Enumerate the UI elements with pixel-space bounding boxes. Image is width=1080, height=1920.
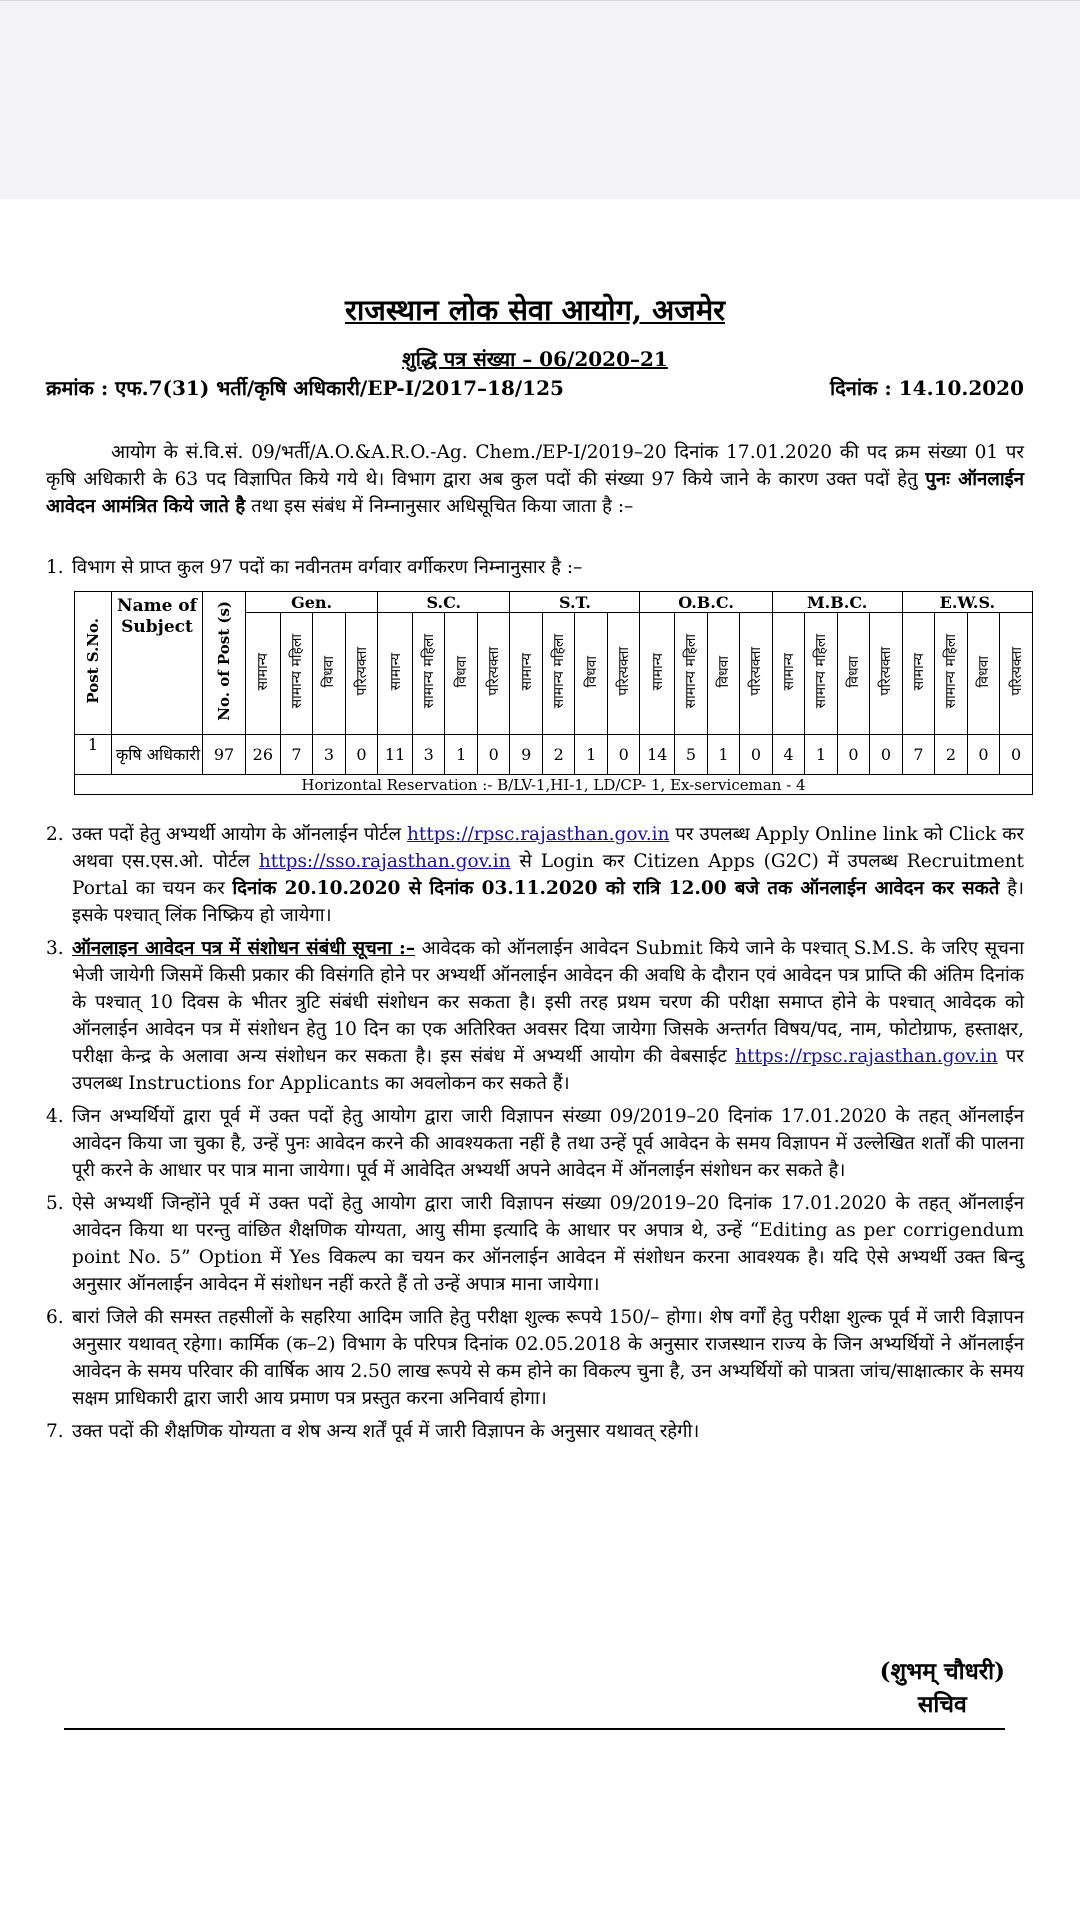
group-ews: E.W.S.	[902, 592, 1032, 613]
cell-posts: 97	[203, 735, 246, 775]
point-number: 6.	[46, 1307, 64, 1328]
reference-line	[46, 374, 1024, 401]
point-2	[46, 821, 1024, 929]
sub-header: परित्यक्ता	[607, 613, 640, 735]
cell-value: 2	[935, 735, 968, 775]
page-title: राजस्थान लोक सेवा आयोग, अजमेर	[344, 293, 726, 327]
document-page	[46, 290, 1024, 1445]
point-number: 4.	[46, 1106, 64, 1127]
sub-header: सामान्य	[640, 613, 675, 735]
sub-header: सामान्य महिला	[280, 613, 313, 735]
group-st: S.T.	[510, 592, 640, 613]
sso-portal-link[interactable]: https://sso.rajasthan.gov.in	[258, 851, 511, 872]
cell-value: 7	[902, 735, 935, 775]
cell-value: 7	[280, 735, 313, 775]
sub-header: सामान्य महिला	[542, 613, 575, 735]
point-number: 5.	[46, 1193, 64, 1214]
cell-value: 0	[740, 735, 773, 775]
point-number: 1.	[46, 557, 64, 578]
sub-header: विधवा	[707, 613, 740, 735]
sub-header: परित्यक्ता	[870, 613, 903, 735]
sub-header: विधवा	[837, 613, 870, 735]
sub-header: विधवा	[313, 613, 346, 735]
sub-header: सामान्य महिला	[805, 613, 838, 735]
sub-header: परित्यक्ता	[740, 613, 773, 735]
point-text: बारां जिले की समस्त तहसीलों के सहरिया आदिम जाति हेतु परीक्षा शुल्क रूपये 150/– होगा। शेष वर्गों हेतु परीक्षा शुल्क पूर्व में जारी विज्ञापन अनुसार यथावत् रहेगा। कार्मिक (क–2) विभाग के परिपत्र दिनांक 02.05.2018 के अनुसार राजस्थान राज्य के जिन अभ्यर्थियों ने ऑनलाईन आवेदन के समय परिवार की वार्षिक आय 2.50 लाख रूपये से कम होने का विकल्प चुना है, उन अभ्यर्थियों को पात्रता जांच/साक्षात्कार के समय सक्षम प्राधिकारी द्वारा जारी आय प्रमाण पत्र प्रस्तुत करना अनिवार्य होगा।	[72, 1307, 1024, 1409]
sub-header: सामान्य	[902, 613, 935, 735]
header-post-count: No. of Post (s)	[203, 592, 246, 735]
sub-header: विधवा	[575, 613, 608, 735]
signature-block	[880, 1655, 1005, 1721]
cell-value: 1	[445, 735, 478, 775]
point-number: 3.	[46, 938, 64, 959]
signatory-designation: सचिव	[917, 1691, 967, 1718]
point-7	[46, 1418, 1024, 1445]
sub-header: सामान्य महिला	[675, 613, 708, 735]
cell-value: 0	[607, 735, 640, 775]
cell-subject: कृषि अधिकारी	[112, 735, 203, 775]
cell-value: 0	[345, 735, 378, 775]
cell-value: 5	[675, 735, 708, 775]
cell-value: 0	[870, 735, 903, 775]
viewer-top-bar	[0, 0, 1080, 199]
point-6	[46, 1304, 1024, 1412]
cell-value: 3	[412, 735, 445, 775]
sub-header: सामान्य महिला	[412, 613, 445, 735]
cell-value: 0	[837, 735, 870, 775]
point-text: जिन अभ्यर्थियों द्वारा पूर्व में उक्त पदों हेतु आयोग द्वारा जारी विज्ञापन संख्या 09/2019–20 दिनांक 17.01.2020 के तहत् ऑनलाईन आवेदन किया जा चुका है, उन्हें पुनः आवेदन करने की आवश्यकता नहीं है तथा उन्हें पूर्व आवेदन के समय विज्ञापन में उल्लेखित शर्तों की पालना पूरी करने के आधार पर पात्र माना जायेगा। पूर्व में आवेदित अभ्यर्थी अपने आवेदन में ऑनलाईन संशोधन कर सकते है।	[72, 1106, 1024, 1181]
cell-value: 26	[246, 735, 281, 775]
bottom-rule	[64, 1728, 1005, 1730]
sub-header: परित्यक्ता	[345, 613, 378, 735]
cell-value: 0	[477, 735, 510, 775]
cell-sno: 1	[75, 735, 112, 775]
sub-header: विधवा	[967, 613, 1000, 735]
sub-header: सामान्य	[246, 613, 281, 735]
sub-header: परित्यक्ता	[1000, 613, 1033, 735]
reference-number: क्रमांक : एफ.7(31) भर्ती/कृषि अधिकारी/EP-I/2017–18/125	[46, 376, 564, 400]
group-mbc: M.B.C.	[772, 592, 902, 613]
group-gen: Gen.	[246, 592, 378, 613]
point-1	[46, 554, 1024, 581]
cell-value: 4	[772, 735, 805, 775]
cell-value: 9	[510, 735, 543, 775]
corrigendum-number: शुद्धि पत्र संख्या – 06/2020–21	[402, 347, 668, 371]
intro-bold-text: पुनः ऑनलाईन आवेदन आमंत्रित किये जाते है	[46, 469, 1024, 517]
sub-header: सामान्य	[378, 613, 413, 735]
table-row	[75, 735, 1033, 775]
point-number: 2.	[46, 824, 64, 845]
group-sc: S.C.	[378, 592, 510, 613]
cell-value: 3	[313, 735, 346, 775]
header-subject: Name of Subject	[112, 592, 203, 735]
header-post-sno: Post S.No.	[75, 592, 112, 735]
point-text: उक्त पदों की शैक्षणिक योग्यता व शेष अन्य शर्तें पूर्व में जारी विज्ञापन के अनुसार यथावत् रहेगी।	[72, 1421, 700, 1442]
sub-header: विधवा	[445, 613, 478, 735]
cell-value: 1	[707, 735, 740, 775]
sub-header: सामान्य	[510, 613, 543, 735]
cell-value: 1	[805, 735, 838, 775]
sub-header: सामान्य महिला	[935, 613, 968, 735]
intro-text-end: तथा इस संबंध में निम्नानुसार अधिसूचित किया जाता है :–	[245, 496, 634, 517]
rpsc-website-link[interactable]: https://rpsc.rajasthan.gov.in	[735, 1046, 998, 1067]
issue-date: दिनांक : 14.10.2020	[829, 376, 1024, 400]
sub-header: परित्यक्ता	[477, 613, 510, 735]
point-text: विभाग से प्राप्त कुल 97 पदों का नवीनतम वर्गवार वर्गीकरण निम्नानुसार है :–	[72, 557, 583, 578]
amendment-heading: ऑनलाइन आवेदन पत्र में संशोधन संबंधी सूचना :–	[72, 938, 416, 959]
intro-text: आयोग के सं.वि.सं. 09/भर्ती/A.O.&A.R.O.-Ag. Chem./EP-I/2019–20 दिनांक 17.01.2020 की पद क्रम संख्या 01 पर कृषि अधिकारी के 63 पद विज्ञापित किये गये थे। विभाग द्वारा अब कुल पदों की संख्या 97 किये जाने के कारण उक्त पदों हेतु	[46, 442, 1024, 490]
cell-value: 0	[1000, 735, 1033, 775]
point-text: ऐसे अभ्यर्थी जिन्होंने पूर्व में उक्त पदों हेतु आयोग द्वारा जारी विज्ञापन संख्या 09/2019–20 दिनांक 17.01.2020 के तहत् ऑनलाईन आवेदन किया था परन्तु वांछित शैक्षणिक योग्यता, आयु सीमा इत्यादि के आधार पर अपात्र थे, उन्हें “Editing as per corrigendum point No. 5” Option में Yes विकल्प का चयन कर ऑनलाईन आवेदन में संशोधन करना आवश्यक है। यदि ऐसे अभ्यर्थी उक्त बिन्दु अनुसार ऑनलाईन आवेदन में संशोधन नहीं करते हैं तो उन्हें अपात्र माना जायेगा।	[72, 1193, 1024, 1295]
point-text: ऑनलाइन आवेदन पत्र में संशोधन संबंधी सूचना :– आवेदक को ऑनलाईन आवेदन Submit किये जाने के पश्चात् S.M.S. के जरिए सूचना भेजी जायेगी जिसमें किसी प्रकार की विसंगति होने पर अभ्यर्थी ऑनलाईन आवेदन की अवधि के दौरान एवं आवेदन पत्र प्राप्ति की अंतिम दिनांक के पश्चात् 10 दिवस के भीतर त्रुटि संबंधी संशोधन कर सकता है। इसी तरह प्रथम चरण की परीक्षा समाप्त होने के पश्चात् आवेदक को ऑनलाईन आवेदन पत्र में संशोधन हेतु 10 दिन का एक अतिरिक्त अवसर दिया जायेगा जिसके अन्तर्गत विषय/पद, नाम, फोटोग्राफ, हस्ताक्षर, परीक्षा केन्द्र के अलावा अन्य संशोधन कर सकता है। इस संबंध में अभ्यर्थी आयोग की वेबसाईट https://rpsc.rajasthan.gov.in पर उपलब्ध Instructions for Applicants का अवलोकन कर सकते हैं।	[72, 938, 1024, 1094]
signatory-name: (शुभम् चौधरी)	[879, 1658, 1005, 1685]
cell-value: 0	[967, 735, 1000, 775]
sub-header: सामान्य	[772, 613, 805, 735]
point-text: उक्त पदों हेतु अभ्यर्थी आयोग के ऑनलाईन पोर्टल https://rpsc.rajasthan.gov.in पर उपलब्ध Apply Online link को Click कर अथवा एस.एस.ओ. पोर्टल https://sso.rajasthan.gov.in से Login कर Citizen Apps (G2C) में उपलब्ध Recruitment Portal का चयन कर दिनांक 20.10.2020 से दिनांक 03.11.2020 को रात्रि 12.00 बजे तक ऑनलाईन आवेदन कर सकते है। इसके पश्चात् लिंक निष्क्रिय हो जायेगा।	[72, 824, 1024, 926]
rpsc-portal-link[interactable]: https://rpsc.rajasthan.gov.in	[406, 824, 670, 845]
group-obc: O.B.C.	[640, 592, 772, 613]
post-distribution-table	[74, 591, 1033, 795]
cell-value: 14	[640, 735, 675, 775]
point-4	[46, 1103, 1024, 1184]
intro-paragraph	[46, 439, 1024, 520]
horizontal-reservation-note: Horizontal Reservation :- B/LV-1,HI-1, LD/CP- 1, Ex-serviceman - 4	[75, 775, 1033, 795]
point-3	[46, 935, 1024, 1097]
cell-value: 2	[542, 735, 575, 775]
point-5	[46, 1190, 1024, 1298]
point-number: 7.	[46, 1421, 64, 1442]
cell-value: 11	[378, 735, 413, 775]
cell-value: 1	[575, 735, 608, 775]
